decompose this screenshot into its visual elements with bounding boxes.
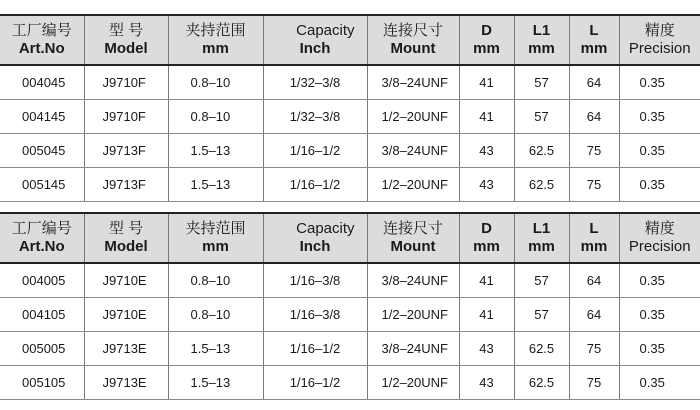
l-cell: 64 xyxy=(569,99,619,133)
header-mount xyxy=(367,15,459,65)
header-capacity xyxy=(263,213,367,263)
capacity-cell: 1/16–1/2 xyxy=(263,133,367,167)
spec-table-e-series xyxy=(0,212,700,400)
header-model xyxy=(84,15,168,65)
header-l-label: L xyxy=(589,22,599,39)
d-cell: 43 xyxy=(459,331,514,365)
table-row xyxy=(0,263,700,297)
range-cell: 0.8–10 xyxy=(168,99,263,133)
header-mount-en: Mount xyxy=(390,238,436,255)
l-cell: 75 xyxy=(569,331,619,365)
precision-cell: 0.35 xyxy=(619,65,700,99)
precision-cell: 0.35 xyxy=(619,263,700,297)
art-no-cell: 005005 xyxy=(0,331,84,365)
model-cell: J9710E xyxy=(84,297,168,331)
header-clamping-range xyxy=(168,213,263,263)
capacity-cell: 1/16–3/8 xyxy=(263,263,367,297)
header-precision xyxy=(619,15,700,65)
art-no-cell: 004005 xyxy=(0,263,84,297)
header-l1 xyxy=(514,213,569,263)
header-clamping-range xyxy=(168,15,263,65)
range-cell: 1.5–13 xyxy=(168,365,263,399)
l-cell: 64 xyxy=(569,297,619,331)
l1-cell: 62.5 xyxy=(514,365,569,399)
range-cell: 0.8–10 xyxy=(168,263,263,297)
header-art-no xyxy=(0,213,84,263)
precision-cell: 0.35 xyxy=(619,133,700,167)
header-model-en: Model xyxy=(104,40,148,57)
mount-cell: 1/2–20UNF xyxy=(367,167,459,201)
header-precision xyxy=(619,213,700,263)
l1-cell: 62.5 xyxy=(514,133,569,167)
model-cell: J9713E xyxy=(84,331,168,365)
precision-cell: 0.35 xyxy=(619,365,700,399)
l-cell: 64 xyxy=(569,263,619,297)
header-l1-unit: mm xyxy=(528,238,555,255)
precision-cell: 0.35 xyxy=(619,99,700,133)
l1-cell: 57 xyxy=(514,65,569,99)
header-d-unit: mm xyxy=(473,40,500,57)
mount-cell: 1/2–20UNF xyxy=(367,297,459,331)
header-art-no xyxy=(0,15,84,65)
header-precision-zh: 精度 xyxy=(644,220,675,237)
d-cell: 41 xyxy=(459,263,514,297)
mount-cell: 1/2–20UNF xyxy=(367,99,459,133)
header-l xyxy=(569,15,619,65)
header-art-no-zh: 工厂编号 xyxy=(11,22,72,39)
header-model xyxy=(84,213,168,263)
header-mount-en: Mount xyxy=(390,40,436,57)
header-capacity xyxy=(263,15,367,65)
table-row xyxy=(0,65,700,99)
table-row xyxy=(0,331,700,365)
header-mount xyxy=(367,213,459,263)
header-row xyxy=(0,15,700,65)
model-cell: J9713F xyxy=(84,167,168,201)
header-range-unit: mm xyxy=(202,40,229,57)
header-mount-zh: 连接尺寸 xyxy=(382,22,443,39)
header-mount-zh: 连接尺寸 xyxy=(382,220,443,237)
model-cell: J9710F xyxy=(84,99,168,133)
mount-cell: 3/8–24UNF xyxy=(367,133,459,167)
l1-cell: 57 xyxy=(514,99,569,133)
l-cell: 75 xyxy=(569,133,619,167)
header-l-unit: mm xyxy=(580,238,608,255)
precision-cell: 0.35 xyxy=(619,167,700,201)
capacity-cell: 1/16–1/2 xyxy=(263,167,367,201)
l1-cell: 62.5 xyxy=(514,167,569,201)
art-no-cell: 004105 xyxy=(0,297,84,331)
l-cell: 64 xyxy=(569,65,619,99)
model-cell: J9710F xyxy=(84,65,168,99)
range-cell: 1.5–13 xyxy=(168,331,263,365)
capacity-cell: 1/16–1/2 xyxy=(263,365,367,399)
art-no-cell: 004045 xyxy=(0,65,84,99)
header-range-unit: mm xyxy=(202,238,229,255)
header-range-zh: 夹持范围 xyxy=(185,22,246,39)
table-row xyxy=(0,133,700,167)
l1-cell: 57 xyxy=(514,263,569,297)
header-l-label: L xyxy=(589,220,599,237)
header-d xyxy=(459,213,514,263)
art-no-cell: 005105 xyxy=(0,365,84,399)
header-capacity-unit: Inch xyxy=(299,40,331,57)
header-l xyxy=(569,213,619,263)
d-cell: 41 xyxy=(459,65,514,99)
header-range-zh: 夹持范围 xyxy=(185,220,246,237)
model-cell: J9713F xyxy=(84,133,168,167)
model-cell: J9710E xyxy=(84,263,168,297)
header-model-en: Model xyxy=(104,238,148,255)
header-d xyxy=(459,15,514,65)
header-precision-en: Precision xyxy=(628,40,691,57)
spec-table-f-series xyxy=(0,14,700,202)
header-l-unit: mm xyxy=(580,40,608,57)
precision-cell: 0.35 xyxy=(619,331,700,365)
header-row xyxy=(0,213,700,263)
header-art-no-zh: 工厂编号 xyxy=(11,220,72,237)
header-d-unit: mm xyxy=(473,238,500,255)
capacity-cell: 1/32–3/8 xyxy=(263,65,367,99)
d-cell: 43 xyxy=(459,365,514,399)
d-cell: 41 xyxy=(459,297,514,331)
d-cell: 41 xyxy=(459,99,514,133)
header-art-no-en: Art.No xyxy=(18,40,65,57)
mount-cell: 3/8–24UNF xyxy=(367,331,459,365)
header-d-label: D xyxy=(481,22,492,39)
mount-cell: 3/8–24UNF xyxy=(367,65,459,99)
l-cell: 75 xyxy=(569,365,619,399)
capacity-cell: 1/16–3/8 xyxy=(263,297,367,331)
model-cell: J9713E xyxy=(84,365,168,399)
header-l1 xyxy=(514,15,569,65)
range-cell: 0.8–10 xyxy=(168,297,263,331)
art-no-cell: 005045 xyxy=(0,133,84,167)
capacity-cell: 1/16–1/2 xyxy=(263,331,367,365)
header-l1-unit: mm xyxy=(528,40,555,57)
header-precision-en: Precision xyxy=(628,238,691,255)
l1-cell: 57 xyxy=(514,297,569,331)
precision-cell: 0.35 xyxy=(619,297,700,331)
table-row xyxy=(0,99,700,133)
header-capacity-unit: Inch xyxy=(299,238,331,255)
capacity-cell: 1/32–3/8 xyxy=(263,99,367,133)
range-cell: 1.5–13 xyxy=(168,167,263,201)
header-art-no-en: Art.No xyxy=(18,238,65,255)
header-l1-label: L1 xyxy=(532,220,551,237)
header-capacity-label: Capacity xyxy=(296,220,355,237)
mount-cell: 1/2–20UNF xyxy=(367,365,459,399)
table-row xyxy=(0,297,700,331)
l-cell: 75 xyxy=(569,167,619,201)
header-d-label: D xyxy=(481,220,492,237)
mount-cell: 3/8–24UNF xyxy=(367,263,459,297)
header-capacity-label: Capacity xyxy=(296,22,355,39)
table-row xyxy=(0,167,700,201)
d-cell: 43 xyxy=(459,133,514,167)
header-model-zh: 型 号 xyxy=(108,220,144,237)
l1-cell: 62.5 xyxy=(514,331,569,365)
header-precision-zh: 精度 xyxy=(644,22,675,39)
header-model-zh: 型 号 xyxy=(108,22,144,39)
header-l1-label: L1 xyxy=(532,22,551,39)
range-cell: 1.5–13 xyxy=(168,133,263,167)
art-no-cell: 004145 xyxy=(0,99,84,133)
d-cell: 43 xyxy=(459,167,514,201)
art-no-cell: 005145 xyxy=(0,167,84,201)
table-row xyxy=(0,365,700,399)
range-cell: 0.8–10 xyxy=(168,65,263,99)
